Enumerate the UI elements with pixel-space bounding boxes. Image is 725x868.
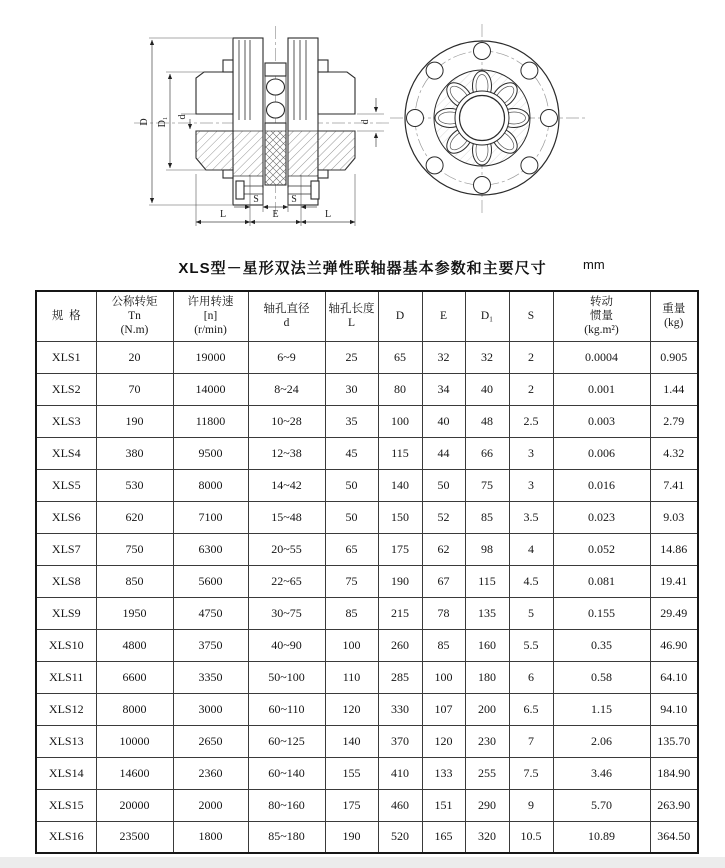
table-row — [36, 725, 698, 757]
cell-D: 115 — [378, 437, 422, 469]
cell-torque: 4800 — [96, 629, 173, 661]
table-row — [36, 789, 698, 821]
cell-E: 44 — [422, 437, 465, 469]
cell-E: 67 — [422, 565, 465, 597]
table-row — [36, 597, 698, 629]
cell-speed: 9500 — [173, 437, 248, 469]
cell-S: 5 — [509, 597, 553, 629]
col-header-weight: 重量 (kg) — [650, 291, 698, 341]
cell-weight: 46.90 — [650, 629, 698, 661]
cell-D1: 98 — [465, 533, 509, 565]
center-bore-circle — [460, 96, 505, 141]
cell-bore-diameter: 14~42 — [248, 469, 325, 501]
cell-S: 2.5 — [509, 405, 553, 437]
cell-spec: XLS1 — [36, 341, 96, 373]
cell-inertia: 1.15 — [553, 693, 650, 725]
cell-inertia: 0.35 — [553, 629, 650, 661]
cell-D: 260 — [378, 629, 422, 661]
cell-bore-diameter: 8~24 — [248, 373, 325, 405]
cell-bore-diameter: 12~38 — [248, 437, 325, 469]
cell-D: 410 — [378, 757, 422, 789]
cell-inertia: 0.081 — [553, 565, 650, 597]
cell-S: 2 — [509, 341, 553, 373]
cell-D: 190 — [378, 565, 422, 597]
cell-speed: 11800 — [173, 405, 248, 437]
cell-S: 4.5 — [509, 565, 553, 597]
cell-E: 165 — [422, 821, 465, 853]
cell-D: 370 — [378, 725, 422, 757]
cell-torque: 750 — [96, 533, 173, 565]
cell-bore-length: 35 — [325, 405, 378, 437]
cell-E: 40 — [422, 405, 465, 437]
cell-E: 85 — [422, 629, 465, 661]
cell-speed: 19000 — [173, 341, 248, 373]
table-row — [36, 469, 698, 501]
right-hub-upper — [318, 72, 355, 114]
cell-weight: 364.50 — [650, 821, 698, 853]
cell-D: 140 — [378, 469, 422, 501]
star-petal-section-lower — [267, 102, 285, 118]
title-row — [0, 245, 725, 290]
cell-inertia: 2.06 — [553, 725, 650, 757]
cell-bore-diameter: 60~140 — [248, 757, 325, 789]
cell-E: 50 — [422, 469, 465, 501]
cell-D1: 290 — [465, 789, 509, 821]
dim-label-S-right: S — [291, 194, 297, 205]
cell-bore-length: 85 — [325, 597, 378, 629]
col-header-D1: D₁ — [465, 291, 509, 341]
cell-D: 175 — [378, 533, 422, 565]
parameters-table — [35, 290, 699, 854]
table-row — [36, 565, 698, 597]
col-header-D: D — [378, 291, 422, 341]
star-element-crosshatch — [265, 131, 286, 185]
cell-D1: 48 — [465, 405, 509, 437]
cell-weight: 19.41 — [650, 565, 698, 597]
cell-E: 151 — [422, 789, 465, 821]
cell-S: 7 — [509, 725, 553, 757]
cell-torque: 850 — [96, 565, 173, 597]
cell-D1: 66 — [465, 437, 509, 469]
cell-weight: 94.10 — [650, 693, 698, 725]
cell-bore-diameter: 50~100 — [248, 661, 325, 693]
cell-S: 3 — [509, 469, 553, 501]
cell-bore-diameter: 15~48 — [248, 501, 325, 533]
cell-spec: XLS5 — [36, 469, 96, 501]
cell-torque: 530 — [96, 469, 173, 501]
table-row — [36, 757, 698, 789]
dim-label-D: D — [139, 118, 150, 126]
table-row — [36, 821, 698, 853]
cell-speed: 3000 — [173, 693, 248, 725]
cell-spec: XLS15 — [36, 789, 96, 821]
cell-spec: XLS10 — [36, 629, 96, 661]
cell-bore-length: 155 — [325, 757, 378, 789]
cell-bore-length: 50 — [325, 469, 378, 501]
right-section-hatch — [288, 131, 355, 176]
dim-label-S-left: S — [253, 194, 259, 205]
cell-D1: 40 — [465, 373, 509, 405]
cell-weight: 263.90 — [650, 789, 698, 821]
cell-spec: XLS8 — [36, 565, 96, 597]
cell-S: 4 — [509, 533, 553, 565]
left-hub-upper — [196, 72, 233, 114]
cell-speed: 3350 — [173, 661, 248, 693]
cell-E: 133 — [422, 757, 465, 789]
cell-torque: 190 — [96, 405, 173, 437]
table-row — [36, 629, 698, 661]
cell-spec: XLS11 — [36, 661, 96, 693]
cell-inertia: 10.89 — [553, 821, 650, 853]
cell-speed: 2650 — [173, 725, 248, 757]
dim-label-E: E — [272, 209, 279, 220]
cell-torque: 1950 — [96, 597, 173, 629]
cell-torque: 23500 — [96, 821, 173, 853]
cell-E: 107 — [422, 693, 465, 725]
cell-D: 285 — [378, 661, 422, 693]
cell-speed: 2000 — [173, 789, 248, 821]
cell-torque: 20 — [96, 341, 173, 373]
cell-S: 3 — [509, 437, 553, 469]
cell-bore-diameter: 40~90 — [248, 629, 325, 661]
dim-label-d-left: d — [177, 114, 188, 120]
unit-label: mm — [583, 257, 605, 272]
col-header-torque: 公称转矩 Tn (N.m) — [96, 291, 173, 341]
cell-spec: XLS14 — [36, 757, 96, 789]
cell-D1: 32 — [465, 341, 509, 373]
left-section-hatch — [196, 131, 263, 176]
cell-speed: 2360 — [173, 757, 248, 789]
cell-weight: 64.10 — [650, 661, 698, 693]
cell-D1: 160 — [465, 629, 509, 661]
cell-E: 120 — [422, 725, 465, 757]
col-header-bore-length: 轴孔长度 L — [325, 291, 378, 341]
cell-bore-length: 75 — [325, 565, 378, 597]
cell-torque: 380 — [96, 437, 173, 469]
cell-D: 215 — [378, 597, 422, 629]
cell-inertia: 0.023 — [553, 501, 650, 533]
cell-bore-length: 30 — [325, 373, 378, 405]
table-header — [36, 291, 698, 341]
cell-spec: XLS7 — [36, 533, 96, 565]
cell-D1: 230 — [465, 725, 509, 757]
dim-label-L-right: L — [324, 209, 332, 220]
cell-inertia: 0.001 — [553, 373, 650, 405]
cell-speed: 14000 — [173, 373, 248, 405]
cell-S: 6.5 — [509, 693, 553, 725]
table-row — [36, 437, 698, 469]
cell-speed: 6300 — [173, 533, 248, 565]
cell-bore-length: 65 — [325, 533, 378, 565]
cell-weight: 14.86 — [650, 533, 698, 565]
cell-spec: XLS6 — [36, 501, 96, 533]
cell-spec: XLS12 — [36, 693, 96, 725]
cell-torque: 14600 — [96, 757, 173, 789]
cell-S: 2 — [509, 373, 553, 405]
cell-S: 3.5 — [509, 501, 553, 533]
cell-spec: XLS16 — [36, 821, 96, 853]
cell-inertia: 0.016 — [553, 469, 650, 501]
cell-weight: 0.905 — [650, 341, 698, 373]
cell-bore-length: 25 — [325, 341, 378, 373]
cell-speed: 8000 — [173, 469, 248, 501]
cell-S: 5.5 — [509, 629, 553, 661]
cell-S: 6 — [509, 661, 553, 693]
cell-torque: 70 — [96, 373, 173, 405]
col-header-spec: 规 格 — [36, 291, 96, 341]
cell-bore-length: 45 — [325, 437, 378, 469]
cell-D: 460 — [378, 789, 422, 821]
cell-inertia: 0.155 — [553, 597, 650, 629]
cell-inertia: 0.052 — [553, 533, 650, 565]
cell-torque: 620 — [96, 501, 173, 533]
cell-weight: 184.90 — [650, 757, 698, 789]
cell-spec: XLS9 — [36, 597, 96, 629]
technical-drawing — [0, 0, 725, 245]
cell-inertia: 0.0004 — [553, 341, 650, 373]
table-row — [36, 405, 698, 437]
cell-weight: 2.79 — [650, 405, 698, 437]
cell-weight: 29.49 — [650, 597, 698, 629]
cell-S: 9 — [509, 789, 553, 821]
col-header-inertia: 转动 惯量 (kg.m²) — [553, 291, 650, 341]
cell-bore-length: 100 — [325, 629, 378, 661]
cell-E: 78 — [422, 597, 465, 629]
cell-E: 32 — [422, 341, 465, 373]
cell-E: 52 — [422, 501, 465, 533]
cell-spec: XLS3 — [36, 405, 96, 437]
cell-D: 65 — [378, 341, 422, 373]
cell-speed: 1800 — [173, 821, 248, 853]
cell-D: 520 — [378, 821, 422, 853]
cell-weight: 135.70 — [650, 725, 698, 757]
star-element-cap — [265, 63, 286, 76]
cell-bore-length: 110 — [325, 661, 378, 693]
cell-spec: XLS2 — [36, 373, 96, 405]
cell-torque: 6600 — [96, 661, 173, 693]
table-row — [36, 501, 698, 533]
right-flange-disc — [288, 38, 318, 205]
cell-bore-length: 140 — [325, 725, 378, 757]
footer-strip — [0, 857, 725, 868]
left-flange-disc — [233, 38, 263, 205]
cell-D1: 320 — [465, 821, 509, 853]
cell-bore-length: 50 — [325, 501, 378, 533]
cell-bore-diameter: 10~28 — [248, 405, 325, 437]
cell-inertia: 0.58 — [553, 661, 650, 693]
cell-spec: XLS13 — [36, 725, 96, 757]
cell-D: 330 — [378, 693, 422, 725]
front-view — [390, 24, 588, 213]
cell-torque: 8000 — [96, 693, 173, 725]
cell-bore-diameter: 60~110 — [248, 693, 325, 725]
star-petal-section-upper — [267, 79, 285, 95]
cell-bore-diameter: 60~125 — [248, 725, 325, 757]
cell-E: 34 — [422, 373, 465, 405]
cell-bore-length: 190 — [325, 821, 378, 853]
cell-D1: 135 — [465, 597, 509, 629]
col-header-bore-diameter: 轴孔直径 d — [248, 291, 325, 341]
cell-weight: 9.03 — [650, 501, 698, 533]
col-header-E: E — [422, 291, 465, 341]
cell-torque: 20000 — [96, 789, 173, 821]
header-row — [36, 291, 698, 341]
cell-bore-diameter: 80~160 — [248, 789, 325, 821]
cell-bore-diameter: 30~75 — [248, 597, 325, 629]
col-header-speed: 许用转速 [n] (r/min) — [173, 291, 248, 341]
cell-bore-diameter: 6~9 — [248, 341, 325, 373]
dim-label-L-left: L — [219, 209, 227, 220]
cell-spec: XLS4 — [36, 437, 96, 469]
cell-inertia: 3.46 — [553, 757, 650, 789]
cell-inertia: 5.70 — [553, 789, 650, 821]
cell-D1: 115 — [465, 565, 509, 597]
cell-torque: 10000 — [96, 725, 173, 757]
cell-weight: 4.32 — [650, 437, 698, 469]
cell-inertia: 0.006 — [553, 437, 650, 469]
cell-D1: 85 — [465, 501, 509, 533]
cell-E: 100 — [422, 661, 465, 693]
cell-S: 10.5 — [509, 821, 553, 853]
cell-bore-diameter: 85~180 — [248, 821, 325, 853]
cell-D1: 255 — [465, 757, 509, 789]
cell-bore-diameter: 20~55 — [248, 533, 325, 565]
cell-S: 7.5 — [509, 757, 553, 789]
table-row — [36, 693, 698, 725]
cell-E: 62 — [422, 533, 465, 565]
cell-speed: 4750 — [173, 597, 248, 629]
cell-bore-diameter: 22~65 — [248, 565, 325, 597]
sectional-view — [134, 26, 392, 226]
cell-D: 80 — [378, 373, 422, 405]
cell-weight: 1.44 — [650, 373, 698, 405]
table-row — [36, 533, 698, 565]
cell-inertia: 0.003 — [553, 405, 650, 437]
coupling-drawing-svg — [0, 0, 725, 245]
cell-D1: 75 — [465, 469, 509, 501]
table-body — [36, 341, 698, 853]
cell-speed: 3750 — [173, 629, 248, 661]
cell-bore-length: 175 — [325, 789, 378, 821]
cell-bore-length: 120 — [325, 693, 378, 725]
cell-D: 100 — [378, 405, 422, 437]
table-row — [36, 373, 698, 405]
cell-speed: 5600 — [173, 565, 248, 597]
table-row — [36, 341, 698, 373]
page-title: XLS型－星形双法兰弹性联轴器基本参数和主要尺寸 — [178, 260, 547, 277]
cell-weight: 7.41 — [650, 469, 698, 501]
dim-label-d-right: d — [360, 119, 371, 125]
dim-label-D1: D₁ — [157, 116, 168, 128]
col-header-S: S — [509, 291, 553, 341]
cell-D1: 200 — [465, 693, 509, 725]
cell-D: 150 — [378, 501, 422, 533]
table-row — [36, 661, 698, 693]
cell-speed: 7100 — [173, 501, 248, 533]
cell-D1: 180 — [465, 661, 509, 693]
